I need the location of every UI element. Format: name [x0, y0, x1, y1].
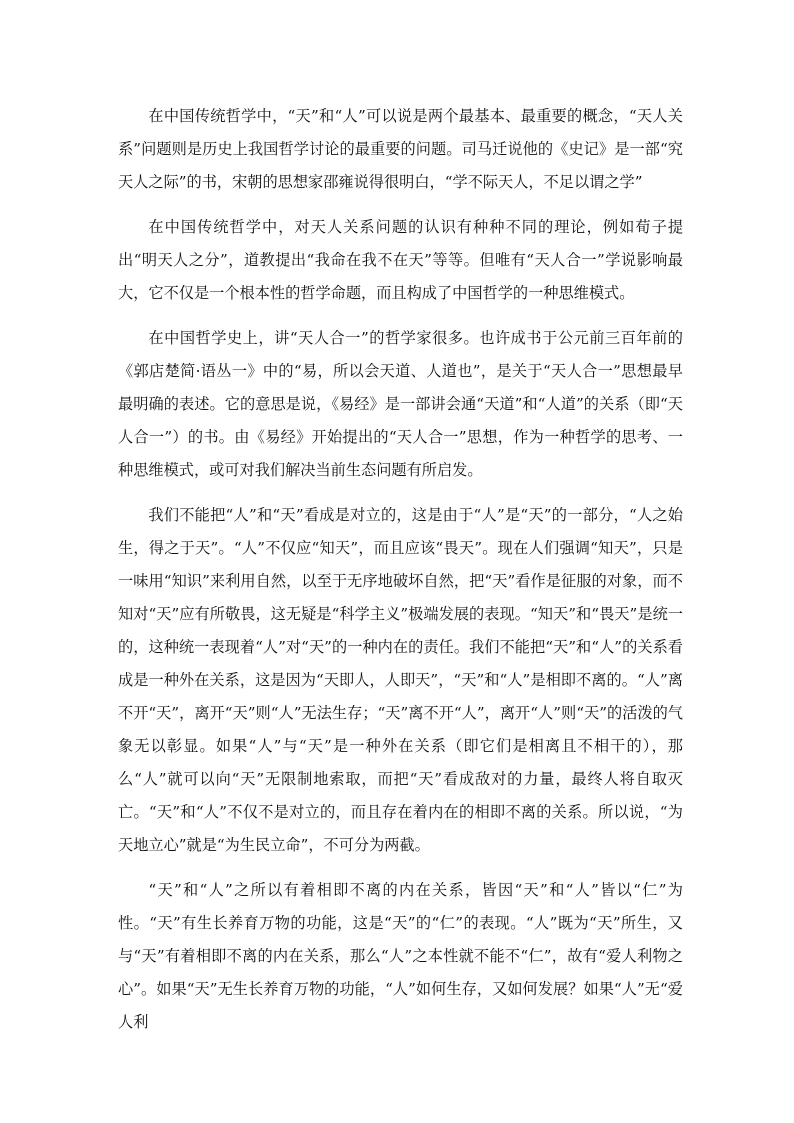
paragraph-5: “天”和“人”之所以有着相即不离的内在关系，皆因“天”和“人”皆以“仁”为性。“天”有生长养育万物的功能，这是“天”的“仁”的表现。“人”既为“天”所生，又与“天”有着相即不离的内在关系，那么“人”之本性就不能不“仁”，故有“爱人利物之心”。如果“天”无生长养育万物的功能，“人”如何生存，又如何发展？如果“人”无“爱人利	[118, 881, 683, 1031]
document-page	[118, 100, 683, 1051]
paragraph-1: 在中国传统哲学中，“天”和“人”可以说是两个最基本、最重要的概念，“天人关系”问题则是历史上我国哲学讨论的最重要的问题。司马迁说他的《史记》是一部“究天人之际”的书，宋朝的思想家邵雍说得很明白，“学不际天人，不足以谓之学”	[118, 107, 683, 191]
paragraph-2: 在中国传统哲学中，对天人关系问题的认识有种种不同的理论，例如荀子提出“明天人之分”，道教提出“我命在我不在天”等等。但唯有“天人合一”学说影响最大，它不仅是一个根本性的哲学命题，而且构成了中国哲学的一种思维模式。	[118, 218, 683, 302]
paragraph-3: 在中国哲学史上，讲“天人合一”的哲学家很多。也许成书于公元前三百年前的《郭店楚简·语丛一》中的“易，所以会天道、人道也”，是关于“天人合一”思想最早最明确的表述。它的意思是说，《易经》是一部讲会通“天道”和“人道”的关系（即“天人合一”）的书。由《易经》开始提出的“天人合一”思想，作为一种哲学的思考、一种思维模式，或可对我们解决当前生态问题有所启发。	[118, 329, 683, 479]
paragraph-4: 我们不能把“人”和“天”看成是对立的，这是由于“人”是“天”的一部分，“人之始生，得之于天”。“人”不仅应“知天”，而且应该“畏天”。现在人们强调“知天”，只是一味用“知识”来利用自然，以至于无序地破坏自然，把“天”看作是征服的对象，而不知对“天”应有所敬畏，这无疑是“科学主义”极端发展的表现。“知天”和“畏天”是统一的，这种统一表现着“人”对“天”的一种内在的责任。我们不能把“天”和“人”的关系看成是一种外在关系，这是因为“天即人，人即天”，“天”和“人”是相即不离的。“人”离不开“天”，离开“天”则“人”无法生存；“天”离不开“人”，离开“人”则“天”的活泼的气象无以彰显。如果“人”与“天”是一种外在关系（即它们是相离且不相干的），那么“人”就可以向“天”无限制地索取，而把“天”看成敌对的力量，最终人将自取灭亡。“天”和“人”不仅不是对立的，而且存在着内在的相即不离的关系。所以说，“为天地立心”就是“为生民立命”，不可分为两截。	[118, 506, 683, 854]
